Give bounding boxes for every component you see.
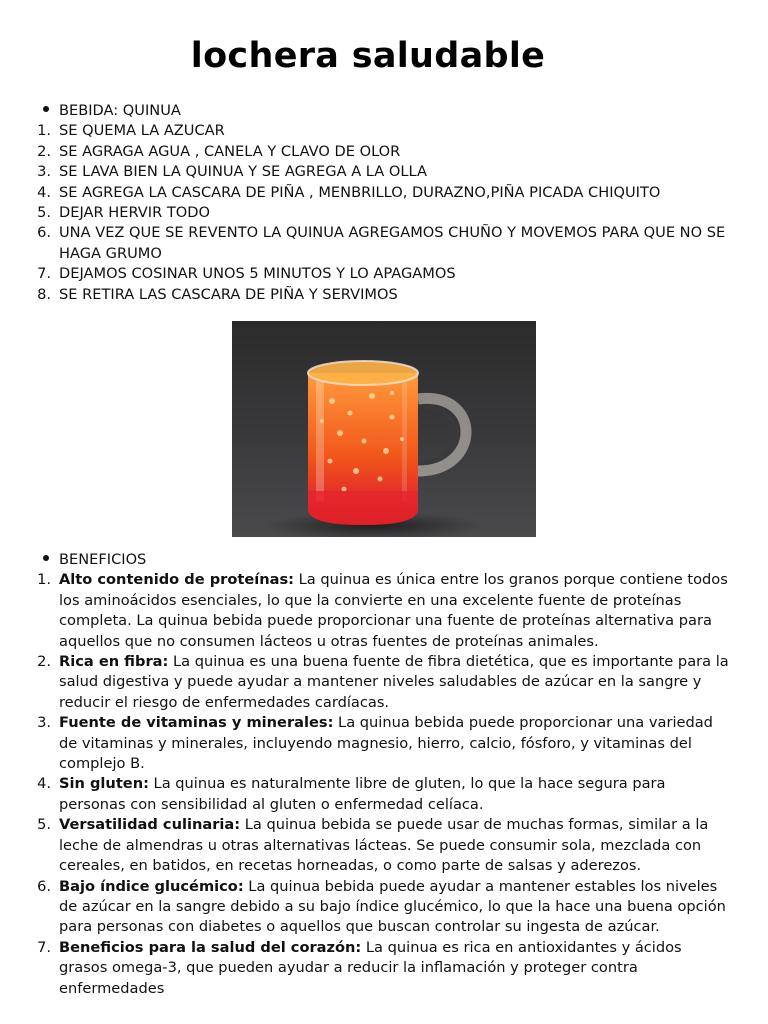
step-number: 5.: [37, 204, 51, 222]
benefit-number: 2.: [37, 653, 51, 671]
recipe-heading-text: BEBIDA: QUINUA: [59, 102, 181, 119]
benefit-item: [0, 938, 768, 999]
benefit-item: [0, 877, 768, 938]
quinoa-drink-photo: [232, 321, 536, 537]
benefit-text: La quinua bebida puede ayudar a mantener estables los niveles de azúcar en la sangre debido a su bajo índice glucémico, lo que la hace una buena opción para personas con diabetes o aquellos que buscan controlar su ingesta de azúcar.: [59, 877, 726, 936]
step-text: DEJAR HERVIR TODO: [59, 204, 210, 222]
benefit-item: [0, 774, 768, 815]
step-number: 1.: [37, 122, 51, 140]
benefit-text: La quinua es rica en antioxidantes y ácidos grasos omega-3, que pueden ayudar a reducir la inflamación y proteger contra enfermedades: [59, 938, 682, 997]
benefit-title: Sin gluten:: [59, 775, 149, 793]
benefit-text: La quinua es naturalmente libre de gluten, lo que la hace segura para personas con sensibilidad al gluten o enfermedad celíaca.: [59, 775, 666, 813]
benefit-title: Beneficios para la salud del corazón:: [59, 938, 362, 956]
recipe-step: [0, 142, 768, 162]
step-text: SE QUEMA LA AZUCAR: [59, 122, 225, 140]
step-number: 3.: [37, 163, 51, 181]
benefit-text: La quinua bebida puede proporcionar una variedad de vitaminas y minerales, incluyendo magnesio, hierro, calcio, fósforo, y vitaminas del complejo B.: [59, 714, 713, 773]
step-number: 2.: [37, 142, 51, 160]
step-number: 6.: [37, 224, 51, 242]
step-text: SE RETIRA LAS CASCARA DE PIÑA Y SERVIMOS: [59, 285, 398, 303]
bullet-icon: [0, 550, 59, 570]
benefit-item: [0, 815, 768, 876]
benefit-text: La quinua es única entre los granos porque contiene todos los aminoácidos esenciales, lo que la convierte en una excelente fuente de proteínas completa. La quinua bebida puede proporcionar una fuente de proteínas alternativa para aquellos que no consumen lácteos u otras fuentes de proteínas animales.: [59, 571, 728, 650]
step-text: SE LAVA BIEN LA QUINUA Y SE AGREGA A LA OLLA: [59, 163, 427, 181]
benefit-title: Rica en fibra:: [59, 653, 169, 671]
benefit-item: [0, 713, 768, 774]
benefit-title: Fuente de vitaminas y minerales:: [59, 714, 334, 732]
recipe-step: [0, 285, 768, 305]
step-text: SE AGREGA LA CASCARA DE PIÑA , MENBRILLO, DURAZNO,PIÑA PICADA CHIQUITO: [59, 183, 661, 201]
benefit-text: La quinua es una buena fuente de fibra dietética, que es importante para la salud digestiva y puede ayudar a mantener niveles saludables de azúcar en la sangre y reducir el riesgo de enfermedades cardíacas.: [59, 653, 729, 711]
step-number: 4.: [37, 183, 51, 201]
recipe-list: [0, 101, 768, 305]
page-title: lochera saludable: [190, 36, 546, 76]
mug-illustration: [232, 321, 536, 537]
benefit-number: 4.: [37, 775, 51, 793]
recipe-step: [0, 203, 768, 223]
benefits-list: [0, 550, 768, 999]
step-text: SE AGRAGA AGUA , CANELA Y CLAVO DE OLOR: [59, 142, 401, 160]
step-number: 7.: [37, 265, 51, 283]
benefit-number: 1.: [37, 571, 51, 589]
step-text: UNA VEZ QUE SE REVENTO LA QUINUA AGREGAMOS CHUÑO Y MOVEMOS PARA QUE NO SE HAGA GRUMO: [59, 224, 726, 262]
bullet-icon: [0, 101, 59, 121]
benefit-title: Bajo índice glucémico:: [59, 877, 244, 895]
recipe-step: [0, 162, 768, 182]
recipe-step: [0, 183, 768, 203]
benefit-item: [0, 652, 768, 713]
benefit-title: Versatilidad culinaria:: [59, 816, 241, 834]
benefit-title: Alto contenido de proteínas:: [59, 571, 294, 589]
benefits-heading-text: BENEFICIOS: [59, 551, 147, 568]
benefits-heading: [0, 550, 768, 570]
benefit-text: La quinua bebida se puede usar de muchas formas, similar a la leche de almendras u otras alternativas lácteas. Se puede consumir sola, mezclada con cereales, en batidos, en recetas horneadas, o como parte de salsas y aderezos.: [59, 816, 709, 875]
benefit-number: 5.: [37, 816, 51, 834]
benefit-number: 7.: [37, 938, 51, 956]
step-text: DEJAMOS COSINAR UNOS 5 MINUTOS Y LO APAGAMOS: [59, 265, 456, 283]
step-number: 8.: [37, 285, 51, 303]
benefit-number: 3.: [37, 714, 51, 732]
recipe-step: [0, 264, 768, 284]
recipe-step: [0, 121, 768, 141]
recipe-step: [0, 223, 768, 264]
recipe-heading: [0, 101, 768, 121]
benefit-item: [0, 570, 768, 652]
benefit-number: 6.: [37, 877, 51, 895]
